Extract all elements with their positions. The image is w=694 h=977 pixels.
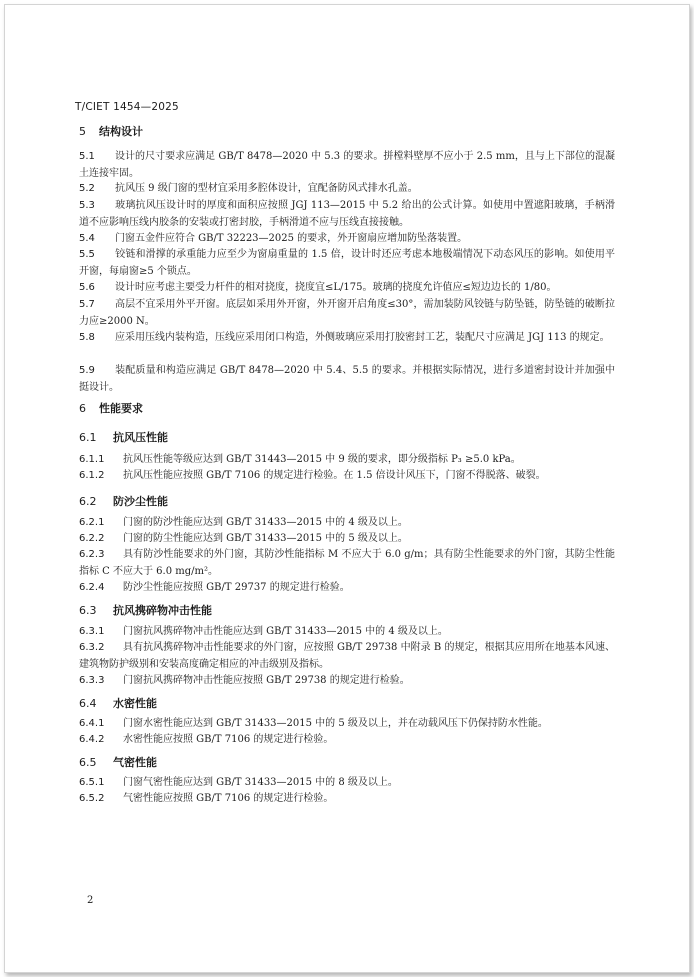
subsection-number: 6.3 (79, 604, 97, 617)
clause-5-2 (79, 181, 615, 198)
clause-5-7 (79, 297, 615, 330)
subsection-number: 6.1 (79, 431, 97, 444)
subsection-6-2-heading (79, 493, 168, 509)
clause-number: 5.6 (79, 282, 95, 293)
section-number: 5 (79, 125, 86, 138)
clause-6-2-3 (79, 547, 615, 580)
clause-text: 设计的尺寸要求应满足 GB/T 8478—2020 中 5.3 的要求。拼樘料壁厚不应小于 2.5 mm，且与上下部位的混凝土连接牢固。 (79, 151, 615, 179)
section-number: 6 (79, 402, 86, 415)
clause-text: 铰链和滑撑的承重能力应至少为窗扇重量的 1.5 倍，设计时还应考虑本地极端情况下动态风压的影响。如使用平开窗，每扇窗≥5 个锁点。 (79, 249, 615, 277)
clause-text: 应采用压线内装构造，压线应采用闭口构造，外侧玻璃应采用打胶密封工艺，装配尺寸应满足 JGJ 113 的规定。 (115, 332, 610, 343)
clause-6-5-1 (79, 775, 615, 792)
clause-number: 6.2.1 (79, 517, 105, 528)
clause-text: 门窗抗风携碎物冲击性能应达到 GB/T 31433—2015 中的 4 级及以上。 (123, 626, 448, 637)
clause-number: 5.2 (79, 183, 95, 194)
clause-text: 水密性能应按照 GB/T 7106 的规定进行检验。 (123, 734, 334, 745)
clause-6-5-2 (79, 791, 615, 808)
clause-text: 抗风压 9 级门窗的型材宜采用多腔体设计，宜配备防风式排水孔盖。 (115, 183, 418, 194)
section-title: 结构设计 (99, 125, 143, 138)
clause-text: 门窗水密性能应达到 GB/T 31433—2015 中的 5 级及以上，并在动载风压下仍保持防水性能。 (123, 718, 548, 729)
clause-6-3-1 (79, 624, 615, 641)
clause-number: 6.5.1 (79, 777, 105, 788)
subsection-6-5-heading (79, 754, 157, 770)
clause-6-2-4 (79, 580, 615, 597)
clause-text: 高层不宜采用外平开窗。底层如采用外开窗，外开窗开启角度≤30°，需加装防风铰链与防坠链，防坠链的破断拉力应≥2000 N。 (79, 299, 615, 327)
subsection-title: 抗风携碎物冲击性能 (113, 604, 212, 617)
section-title: 性能要求 (99, 402, 143, 415)
clause-number: 6.3.1 (79, 626, 105, 637)
clause-6-3-2 (79, 640, 615, 673)
clause-text: 抗风压性能应按照 GB/T 7106 的规定进行检验。在 1.5 倍设计风压下，门窗不得脱落、破裂。 (123, 470, 546, 481)
section-6-heading (79, 400, 143, 416)
subsection-title: 气密性能 (113, 756, 157, 769)
clause-number: 6.3.3 (79, 675, 105, 686)
subsection-number: 6.5 (79, 756, 97, 769)
clause-5-1 (79, 149, 615, 182)
clause-number: 6.4.2 (79, 734, 105, 745)
clause-text: 气密性能应按照 GB/T 7106 的规定进行检验。 (123, 793, 334, 804)
subsection-title: 抗风压性能 (113, 431, 168, 444)
clause-text: 门窗五金件应符合 GB/T 32223—2025 的要求，外开窗扇应增加防坠落装置。 (115, 233, 468, 244)
document-page (4, 4, 690, 973)
clause-number: 6.3.2 (79, 642, 105, 653)
subsection-number: 6.4 (79, 697, 97, 710)
subsection-6-3-heading (79, 602, 212, 618)
clause-number: 6.5.2 (79, 793, 105, 804)
clause-6-2-1 (79, 515, 615, 532)
clause-text: 玻璃抗风压设计时的厚度和面积应按照 JGJ 113—2015 中 5.2 给出的公式计算。如使用中置遮阳玻璃，手柄滑道不应影响压线内胶条的安装或打密封胶，手柄滑道不应与压线直接接触。 (79, 200, 615, 228)
clause-number: 5.8 (79, 332, 95, 343)
clause-number: 6.1.1 (79, 454, 105, 465)
clause-number: 5.3 (79, 200, 95, 211)
clause-number: 5.1 (79, 151, 95, 162)
clause-number: 6.2.4 (79, 582, 105, 593)
clause-text: 抗风压性能等级应达到 GB/T 31443—2015 中 9 级的要求，即分级指标 P₃ ≥5.0 kPa。 (123, 454, 521, 465)
clause-number: 5.5 (79, 249, 95, 260)
clause-text: 防沙尘性能应按照 GB/T 29737 的规定进行检验。 (123, 582, 350, 593)
document-id: T/CIET 1454—2025 (75, 101, 179, 113)
clause-6-4-1 (79, 716, 615, 733)
clause-5-9 (79, 363, 615, 396)
clause-number: 6.2.2 (79, 533, 105, 544)
clause-6-4-2 (79, 732, 615, 749)
clause-text: 具有防沙性能要求的外门窗，其防沙性能指标 M 不应大于 6.0 g/m；具有防尘性能要求的外门窗，其防尘性能指标 C 不应大于 6.0 mg/m²。 (79, 549, 615, 577)
subsection-number: 6.2 (79, 495, 97, 508)
clause-text: 装配质量和构造应满足 GB/T 8478—2020 中 5.4、5.5 的要求。并根据实际情况，进行多道密封设计并加强中挺设计。 (79, 365, 615, 393)
clause-5-4 (79, 231, 615, 248)
clause-number: 5.4 (79, 233, 95, 244)
clause-6-1-2 (79, 468, 615, 485)
clause-5-3 (79, 198, 615, 231)
clause-number: 6.4.1 (79, 718, 105, 729)
clause-text: 设计时应考虑主要受力杆件的相对挠度，挠度宜≤L/175。玻璃的挠度允许值应≤短边边长的 1/80。 (115, 282, 557, 293)
section-5-heading (79, 123, 143, 139)
clause-number: 6.2.3 (79, 549, 105, 560)
page-number: 2 (87, 895, 94, 906)
clause-5-8 (79, 330, 615, 347)
clause-text: 具有抗风携碎物冲击性能要求的外门窗，应按照 GB/T 29738 中附录 B 的规定，根据其应用所在地基本风速、建筑物防护级别和安装高度确定相应的冲击级别及指标。 (79, 642, 615, 670)
clause-6-3-3 (79, 673, 615, 690)
subsection-title: 防沙尘性能 (113, 495, 168, 508)
subsection-title: 水密性能 (113, 697, 157, 710)
clause-number: 5.7 (79, 299, 95, 310)
clause-5-5 (79, 247, 615, 280)
clause-text: 门窗的防尘性能应达到 GB/T 31433—2015 中的 5 级及以上。 (123, 533, 408, 544)
clause-text: 门窗抗风携碎物冲击性能应按照 GB/T 29738 的规定进行检验。 (123, 675, 410, 686)
clause-text: 门窗的防沙性能应达到 GB/T 31433—2015 中的 4 级及以上。 (123, 517, 408, 528)
clause-6-1-1 (79, 452, 615, 469)
clause-number: 6.1.2 (79, 470, 105, 481)
subsection-6-4-heading (79, 695, 157, 711)
clause-number: 5.9 (79, 365, 95, 376)
subsection-6-1-heading (79, 429, 168, 445)
clause-6-2-2 (79, 531, 615, 548)
clause-5-6 (79, 280, 615, 297)
clause-text: 门窗气密性能应达到 GB/T 31433—2015 中的 8 级及以上。 (123, 777, 398, 788)
